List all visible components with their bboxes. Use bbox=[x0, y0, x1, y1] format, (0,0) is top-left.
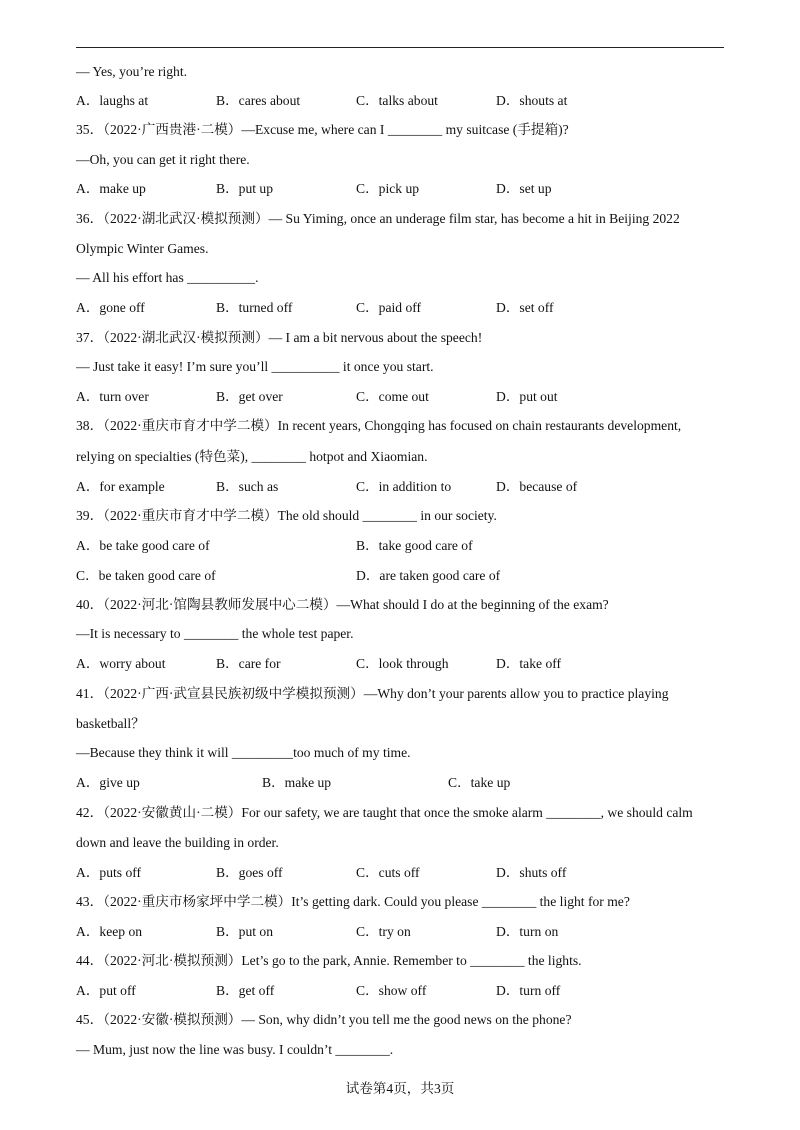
question-text-continued: relying on specialties (特色菜), ________ hotpot and Xiaomian. bbox=[76, 449, 428, 464]
dialogue-line: —Oh, you can get it right there. bbox=[76, 152, 250, 167]
option-a: A．be take good care of bbox=[76, 538, 210, 553]
option-b: B．take good care of bbox=[356, 538, 473, 553]
option-d: D．take off bbox=[496, 656, 562, 671]
option-d: D．because of bbox=[496, 479, 578, 494]
option-d: D．shuts off bbox=[496, 865, 567, 880]
question-35: 35．（2022·广西贵港·二模）—Excuse me, where can I ________ my suitcase (手提箱)? bbox=[76, 122, 569, 137]
option-b: B．get off bbox=[216, 983, 275, 998]
option-c: C．come out bbox=[356, 389, 429, 404]
option-d: D．shouts at bbox=[496, 93, 568, 108]
option-a: A．turn over bbox=[76, 389, 149, 404]
option-a: A．puts off bbox=[76, 865, 142, 880]
option-a: A．put off bbox=[76, 983, 136, 998]
option-a: A．worry about bbox=[76, 656, 166, 671]
option-d: D．turn on bbox=[496, 924, 559, 939]
option-a: A．keep on bbox=[76, 924, 143, 939]
option-c: C．take up bbox=[448, 775, 511, 790]
question-text-continued: down and leave the building in order. bbox=[76, 835, 279, 850]
option-c: C．look through bbox=[356, 656, 449, 671]
option-d: D．set up bbox=[496, 181, 552, 196]
option-c: C．cuts off bbox=[356, 865, 420, 880]
option-c: C．show off bbox=[356, 983, 427, 998]
option-b: B．goes off bbox=[216, 865, 283, 880]
option-c: C．pick up bbox=[356, 181, 420, 196]
dialogue-line: —It is necessary to ________ the whole test paper. bbox=[76, 626, 354, 641]
question-44: 44．（2022·河北·模拟预测）Let’s go to the park, Annie. Remember to ________ the lights. bbox=[76, 953, 582, 968]
question-40: 40．（2022·河北·馆陶县教师发展中心二模）—What should I do at the beginning of the exam? bbox=[76, 597, 609, 612]
option-d: D．turn off bbox=[496, 983, 561, 998]
option-b: B．make up bbox=[262, 775, 332, 790]
dialogue-line: — Mum, just now the line was busy. I couldn’t ________. bbox=[76, 1042, 394, 1057]
question-42: 42．（2022·安徽黄山·二模）For our safety, we are taught that once the smoke alarm ________, we should calm bbox=[76, 805, 693, 820]
option-b: B．care for bbox=[216, 656, 281, 671]
top-rule bbox=[76, 47, 724, 48]
option-b: B．get over bbox=[216, 389, 283, 404]
question-41: 41．（2022·广西·武宣县民族初级中学模拟预测）—Why don’t your parents allow you to practice playing bbox=[76, 686, 669, 701]
page-footer: 试卷第4页，共3页 bbox=[345, 1081, 455, 1096]
option-c: C．in addition to bbox=[356, 479, 452, 494]
question-text-continued: Olympic Winter Games. bbox=[76, 241, 209, 256]
option-d: D．put out bbox=[496, 389, 558, 404]
option-b: B．cares about bbox=[216, 93, 301, 108]
option-a: A．gone off bbox=[76, 300, 145, 315]
option-c: C．try on bbox=[356, 924, 411, 939]
dialogue-line: — Yes, you’re right. bbox=[76, 64, 188, 79]
question-45: 45．（2022·安徽·模拟预测）— Son, why didn’t you tell me the good news on the phone? bbox=[76, 1012, 572, 1027]
option-b: B．such as bbox=[216, 479, 279, 494]
option-b: B．put up bbox=[216, 181, 274, 196]
dialogue-line: — Just take it easy! I’m sure you’ll __________ it once you start. bbox=[76, 359, 434, 374]
option-c: C．talks about bbox=[356, 93, 438, 108]
question-text-continued: basketball？ bbox=[76, 716, 145, 731]
question-43: 43．（2022·重庆市杨家坪中学二模）It’s getting dark. Could you please ________ the light for me? bbox=[76, 894, 630, 909]
option-a: A．make up bbox=[76, 181, 146, 196]
option-c: C．be taken good care of bbox=[76, 568, 216, 583]
option-b: B．turned off bbox=[216, 300, 293, 315]
option-a: A．laughs at bbox=[76, 93, 149, 108]
option-d: D．set off bbox=[496, 300, 554, 315]
option-a: A．for example bbox=[76, 479, 165, 494]
question-38: 38．（2022·重庆市育才中学二模）In recent years, Chongqing has focused on chain restaurants development, bbox=[76, 418, 682, 433]
dialogue-line: — All his effort has __________. bbox=[76, 270, 259, 285]
option-b: B．put on bbox=[216, 924, 274, 939]
question-36: 36．（2022·湖北武汉·模拟预测）— Su Yiming, once an underage film star, has become a hit in Beijing 2022 bbox=[76, 211, 680, 226]
question-37: 37．（2022·湖北武汉·模拟预测）— I am a bit nervous about the speech! bbox=[76, 330, 483, 345]
option-a: A．give up bbox=[76, 775, 140, 790]
option-c: C．paid off bbox=[356, 300, 422, 315]
option-d: D．are taken good care of bbox=[356, 568, 501, 583]
question-39: 39．（2022·重庆市育才中学二模）The old should ________ in our society. bbox=[76, 508, 497, 523]
dialogue-line: —Because they think it will _________too much of my time. bbox=[76, 745, 411, 760]
